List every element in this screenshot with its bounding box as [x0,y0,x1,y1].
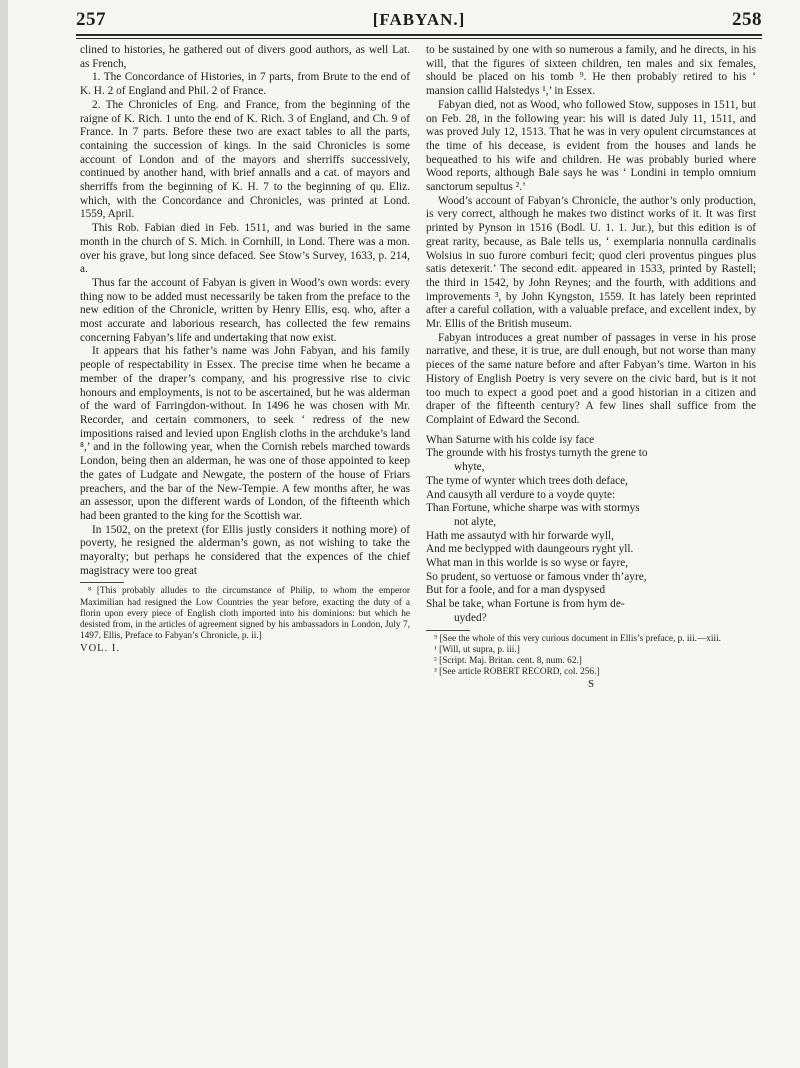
verse-line: But for a foole, and for a man dyspysed [426,584,606,597]
left-page-number: 257 [76,9,106,30]
paragraph: In 1502, on the pretext (for Ellis justly considers it nothing more) of poverty, he resigned the alderman’s gown, as not wishing to take the mayoralty; but perhaps he considered that the expences of the chief magistracy were too great [80,523,410,577]
verse-line: not alyte, [454,515,497,528]
header-rule-thin [76,38,762,39]
verse-line: And me beclypped with daungeours ryght yll. [426,543,634,556]
right-column [426,44,756,692]
paragraph: 2. The Chronicles of Eng. and France, from the beginning of the raigne of K. Rich. 1 unto the end of K. Rich. 3 of England, and Ch. 9 of France. In 7 parts. Before these two are exact tables to all the parts, containing the succession of kings. In the said Chronicles is some account of London and of the mayors and sherriffs successively, continued by another hand, with brief annalls and a cat. of mayors and sherriffs from the beginning of K. H. 7 to the beginning of qu. Eliz. which, with the Concordance and Chronicles, was printed at Lond. 1559, April. [80,98,410,221]
paragraph: Fabyan died, not as Wood, who followed Stow, supposes in 1511, but on Feb. 28, in the following year: his will is dated July 11, 1511, and was proved July 12, 1513. That he was in very opulent circumstances at the time of his decease, is evident from the houses and lands he bequeathed to his wife and children. He was probably buried where Wood reports, although Bale says he was ‘ Londini in templo omnium sanctorum sepultus ².’ [426,98,756,194]
footnote: ³ [See article ROBERT RECORD, col. 256.] [434,667,600,678]
header-rule-thick [76,34,762,36]
footnote-rule [426,630,470,631]
page-header [76,9,762,37]
left-column [80,44,410,656]
running-title: [FABYAN.] [372,10,466,29]
paragraph: This Rob. Fabian died in Feb. 1511, and was buried in the same month in the church of S. Mich. in Cornhill, in Lond. There was a mon. over his grave, but long since defaced. See Stow’s Survey, 1633, p. 214, a. [80,222,410,276]
verse-line: Whan Saturne with his colde isy face [426,433,595,446]
verse-line: So prudent, so vertuose or famous vnder th’ayre, [426,570,647,583]
verse-line: Hath me assautyd with hir forwarde wyll, [426,529,614,542]
verse-line: whyte, [454,461,485,474]
verse-line: uyded? [454,611,487,624]
right-page-number: 258 [732,9,762,30]
footnote: ⁸ [This probably alludes to the circumstance of Philip, to whom the emperor Maximilian had resigned the Low Countries the year before, exacting the duty of a florin upon every piece of English cloth imported into his dominions: but which he desisted from, in the articles of agreement signed by his ambassadors in London, July 7, 1497. Ellis, Preface to Fabyan’s Chronicle, p. ii.] [80,586,410,642]
verse-line: The tyme of wynter which trees doth deface, [426,474,629,487]
paragraph: Wood’s account of Fabyan’s Chronicle, the author’s only production, is very correct, although he makes two distinct works of it. It was first printed by Pynson in 1516 (Bodl. U. 1. 1. Jur.), but this edition is of great rarity, because, as Bale tells us, ‘ exemplaria nonnulla cardinalis Wolsius in suo furore comburi fecit; quod cleri proventus pingues plus satis detexerit.’ The second edit. appeared in 1533, printed by Rastell; the third in 1542, by John Reynes; and the fourth, with additions and improvements ³, by John Kyngston, 1559. It has lately been reprinted after a careful collation, with a valuable preface, and excellent index, by Mr. Ellis of the British museum. [426,194,756,331]
verse-line: Than Fortune, whiche sharpe was with stormys [426,502,640,515]
paragraph: Thus far the account of Fabyan is given in Wood’s own words: every thing now to be added must necessarily be taken from the preface to the new edition of the Chronicle, written by Henry Ellis, esq. who, after a most accurate and laborious research, has collected the few remains concerning Fabyan’s life and undertaking that now exist. [80,276,410,344]
verse-line: Shal be take, whan Fortune is from hym de- [426,598,625,611]
footnote-rule [80,582,124,583]
volume-signature: VOL. I. [80,643,120,655]
verse-line: What man in this worlde is so wyse or fayre, [426,557,629,570]
paragraph: Fabyan introduces a great number of passages in verse in his prose narrative, and these, it is true, are dull enough, but not worse than many pieces of the same nature before and after Fabyan’s time. Warton in his History of English Poetry is very severe on the civic bard, but is it not too much to expect a good poet and a good historian in a citizen and draper of the fifteenth century? A few lines shall suffice from the Complaint of Edward the Second. [426,331,756,426]
footnote: ¹ [Will, ut supra, p. iii.] [434,644,520,655]
footnote: ² [Script. Maj. Britan. cent. 8, num. 62.] [434,655,582,666]
paragraph: 1. The Concordance of Histories, in 7 parts, from Brute to the end of K. H. 2 of England and Phil. 2 of France. [80,71,410,98]
verse-line: The grounde with his frostys turnyth the grene to [426,447,648,460]
verse-block [426,434,756,626]
paragraph: to be sustained by one with so numerous a family, and he directs, in his will, that the figures of sixteen children, ten males and six females, should be placed on his tomb ⁹. He then probably retired to his ‘ mansion callid Halstedys ¹,’ in Essex. [426,44,756,98]
gathering-signature: S [587,678,595,691]
paragraph: It appears that his father’s name was John Fabyan, and his family people of respectability in Essex. The precise time when he became a member of the draper’s company, and his progressive rise to civic honours and employments, is not to be ascertained, but he was alderman of the ward of Farringdon-without. In 1496 he was chosen with Mr. Recorder, and certain commoners, to seek ‘ redress of the new impositions raised and levied upon English cloths in the archduke’s land ⁸,’ and in the following year, when the Cornish rebels marched towards London, being then an alderman, he was one of those appointed to keep the gates of Ludgate and Newgate, the postern of the house of Friars preachers, and the bar of the New-Tempie. A few months after, he was an assessor, upon the different wards of London, of the fifteenth which had been granted to the king for the Scottish war. [80,345,410,522]
paragraph: clined to histories, he gathered out of divers good authors, as well Lat. as French, [80,44,410,70]
verse-line: And causyth all verdure to a voyde quyte: [426,488,616,501]
footnote: ⁹ [See the whole of this very curious document in Ellis’s preface, p. iii.—xiii. [434,633,721,644]
binding-shadow [0,0,8,1068]
